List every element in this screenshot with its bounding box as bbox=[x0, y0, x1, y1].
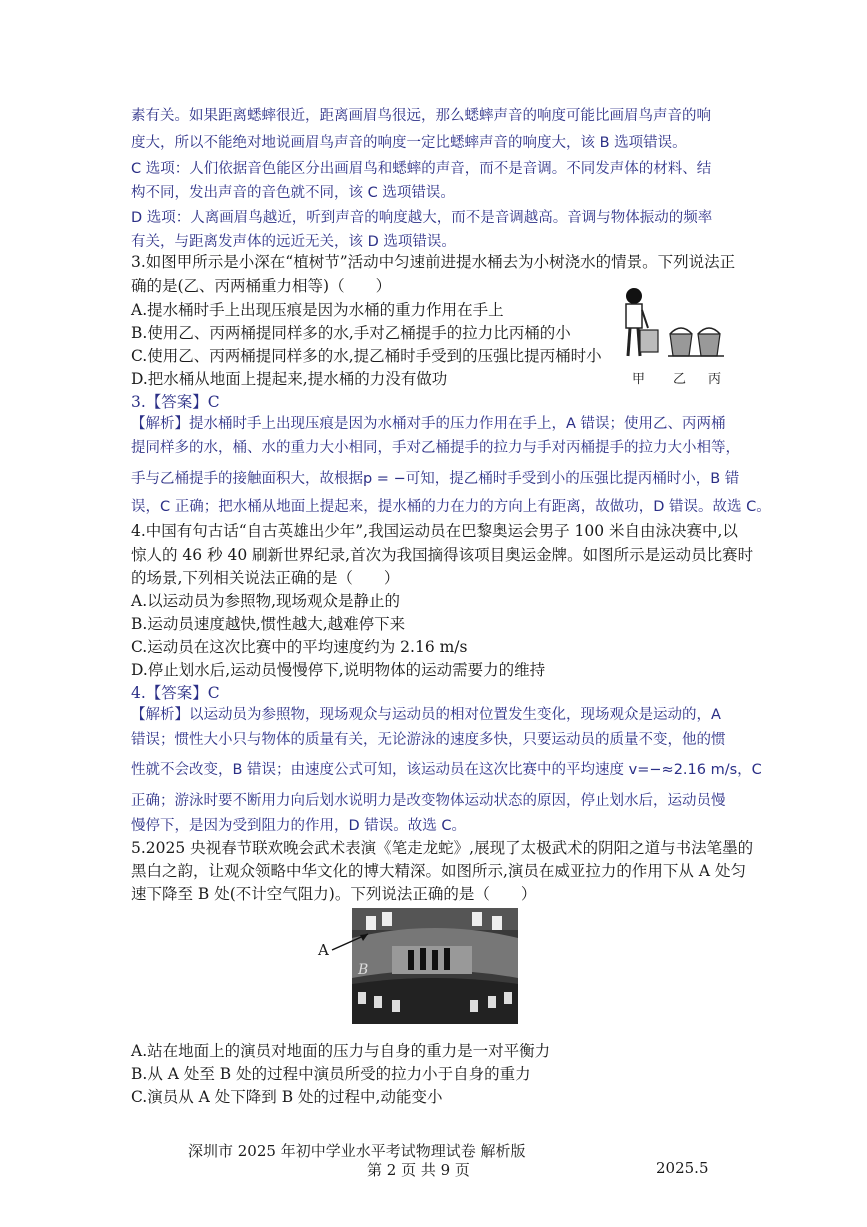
explanation-4: 性就不会改变，B 错误；由速度公式可知，该运动员在这次比赛中的平均速度 v=−≈2.16 m/s，C bbox=[131, 762, 762, 778]
bucket-jia bbox=[640, 330, 658, 352]
explanation-4: 慢停下，是因为受到阻力的作用，D 错误。故选 C。 bbox=[131, 818, 467, 834]
text-line: 有关，与距离发声体的远近无关，该 D 选项错误。 bbox=[131, 234, 456, 250]
question-4-stem-cont: 惊人的 46 秒 40 刷新世界纪录,首次为我国摘得该项目奥运金牌。如图所示是运动员比赛时 bbox=[131, 546, 754, 564]
question-3-stem-cont: 确的是(乙、丙两桶重力相等)（ ） bbox=[131, 277, 392, 295]
question-5-stem-cont: 黑白之韵，让观众领略中华文化的博大精深。如图所示,演员在威亚拉力的作用下从 A 处匀 bbox=[131, 862, 746, 880]
explanation-4: 【解析】以运动员为参照物，现场观众与运动员的相对位置发生变化，现场观众是运动的，A bbox=[131, 707, 721, 723]
stage-photo-drawing bbox=[352, 908, 518, 1024]
option-4d: D.停止划水后,运动员慢慢停下,说明物体的运动需要力的维持 bbox=[131, 661, 546, 679]
person-body bbox=[626, 304, 642, 328]
question-5-stem: 5.2025 央视春节联欢晚会武术表演《笔走龙蛇》,展现了太极武术的阴阳之道与书法笔墨的 bbox=[131, 839, 754, 857]
explanation-4: 错误；惯性大小只与物体的质量有关，无论游泳的速度多快，只要运动员的质量不变，他的惯 bbox=[131, 732, 726, 748]
option-5a: A.站在地面上的演员对地面的压力与自身的重力是一对平衡力 bbox=[131, 1042, 551, 1060]
person-head bbox=[626, 288, 642, 304]
option-5c: C.演员从 A 处下降到 B 处的过程中,动能变小 bbox=[131, 1088, 443, 1106]
option-4c: C.运动员在这次比赛中的平均速度约为 2.16 m/s bbox=[131, 638, 468, 656]
text-line: 构不同，发出声音的音色就不同，该 C 选项错误。 bbox=[131, 185, 455, 201]
label-yi: 乙 bbox=[673, 372, 687, 387]
footer-date: 2025.5 bbox=[656, 1159, 709, 1177]
option-3d: D.把水桶从地面上提起来,提水桶的力没有做功 bbox=[131, 370, 448, 388]
figure-3-drawing bbox=[612, 282, 730, 382]
explanation-3: 手与乙桶提手的接触面积大，故根据p = −可知，提乙桶时手受到小的压强比提丙桶时小，B 错 bbox=[131, 471, 740, 487]
question-4-stem-cont: 的场景,下列相关说法正确的是（ ） bbox=[131, 569, 400, 587]
bucket-yi bbox=[670, 334, 692, 356]
option-4a: A.以运动员为参照物,现场观众是静止的 bbox=[131, 592, 401, 610]
bucket-bing bbox=[698, 334, 720, 356]
explanation-4: 正确；游泳时要不断用力向后划水说明力是改变物体运动状态的原因，停止划水后，运动员慢 bbox=[131, 793, 726, 809]
option-3a: A.提水桶时手上出现压痕是因为水桶的重力作用在手上 bbox=[131, 301, 504, 319]
footer-title: 深圳市 2025 年初中学业水平考试物理试卷 解析版 bbox=[188, 1142, 526, 1160]
question-4-stem: 4.中国有句古话“自古英雄出少年”,我国运动员在巴黎奥运会男子 100 米自由泳决赛中,以 bbox=[131, 522, 738, 540]
text-line: 度大，所以不能绝对地说画眉鸟声音的响度一定比蟋蟀声音的响度大，该 B 选项错误。 bbox=[131, 135, 687, 151]
answer-4: 4.【答案】C bbox=[131, 684, 220, 702]
text-line: C 选项：人们依据音色能区分出画眉鸟和蟋蟀的声音，而不是音调。不同发声体的材料、结 bbox=[131, 161, 712, 177]
arrow-to-a bbox=[330, 930, 372, 954]
explanation-3: 误，C 正确；把水桶从地面上提起来，提水桶的力在力的方向上有距离，故做功，D 错误。故选 C。 bbox=[131, 499, 771, 515]
answer-3: 3.【答案】C bbox=[131, 393, 220, 411]
label-b: B bbox=[358, 962, 369, 978]
question-3-stem: 3.如图甲所示是小深在“植树节”活动中匀速前进提水桶去为小树浇水的情景。下列说法正 bbox=[131, 253, 736, 271]
label-jia: 甲 bbox=[632, 372, 646, 387]
footer-page: 第 2 页 共 9 页 bbox=[367, 1161, 470, 1179]
text-line: D 选项：人离画眉鸟越近，听到声音的响度越大，而不是音调越高。音调与物体振动的频率 bbox=[131, 210, 713, 226]
option-3b: B.使用乙、丙两桶提同样多的水,手对乙桶提手的拉力比丙桶的小 bbox=[131, 324, 571, 342]
explanation-3: 【解析】提水桶时手上出现压痕是因为水桶对手的压力作用在手上，A 错误；使用乙、丙两桶 bbox=[131, 416, 726, 432]
question-5-stem-cont: 速下降至 B 处(不计空气阻力)。下列说法正确的是（ ） bbox=[131, 885, 537, 903]
option-5b: B.从 A 处至 B 处的过程中演员所受的拉力小于自身的重力 bbox=[131, 1065, 531, 1083]
label-a: A bbox=[318, 941, 329, 959]
option-3c: C.使用乙、丙两桶提同样多的水,提乙桶时手受到的压强比提丙桶时小 bbox=[131, 347, 602, 365]
text-line: 素有关。如果距离蟋蟀很近，距离画眉鸟很远，那么蟋蟀声音的响度可能比画眉鸟声音的响 bbox=[131, 108, 711, 124]
explanation-3: 提同样多的水，桶、水的重力大小相同，手对乙桶提手的拉力与手对丙桶提手的拉力大小相等， bbox=[131, 440, 740, 456]
option-4b: B.运动员速度越快,惯性越大,越难停下来 bbox=[131, 615, 406, 633]
stage-photo bbox=[352, 908, 518, 1024]
label-bing: 丙 bbox=[708, 372, 722, 387]
figure-3 bbox=[612, 282, 730, 382]
